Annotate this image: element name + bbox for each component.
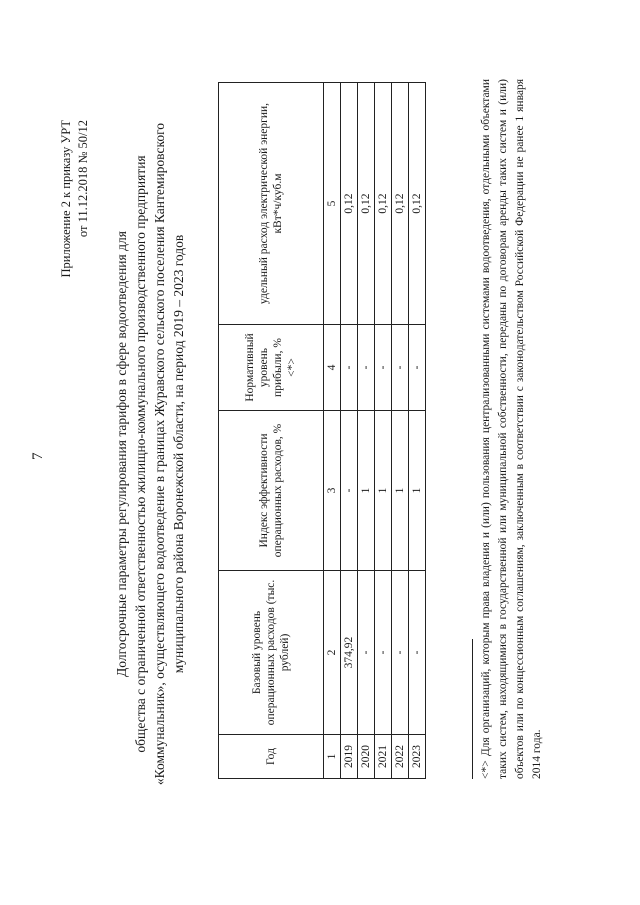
title-line-1: Долгосрочные параметры регулирования тарифов в сфере водоотведения для bbox=[114, 231, 129, 677]
header-energy-consumption: удельный расход электрической энергии, кВт*ч/куб.м bbox=[219, 83, 324, 325]
table-cell: - bbox=[358, 325, 375, 411]
table-cell: 2019 bbox=[341, 735, 358, 779]
table-cell: 1 bbox=[409, 411, 426, 571]
table-row bbox=[358, 83, 375, 779]
table-cell: 1 bbox=[375, 411, 392, 571]
table-cell: 1 bbox=[358, 411, 375, 571]
table-cell: - bbox=[341, 411, 358, 571]
table-header-row bbox=[219, 83, 324, 779]
table-cell: - bbox=[341, 325, 358, 411]
header-efficiency-index: Индекс эффективности операционных расходов, % bbox=[219, 411, 324, 571]
title-line-4: муниципального района Воронежской области, на период 2019 – 2023 годов bbox=[171, 234, 186, 674]
table-cell: 1 bbox=[392, 411, 409, 571]
header-profit-level: Нормативный уровень прибыли, % <*> bbox=[219, 325, 324, 411]
table-row bbox=[392, 83, 409, 779]
table-cell: 0,12 bbox=[375, 83, 392, 325]
table-cell: - bbox=[358, 571, 375, 735]
footnote-divider bbox=[472, 639, 473, 779]
table-row bbox=[375, 83, 392, 779]
table-cell: - bbox=[409, 571, 426, 735]
table-cell: 0,12 bbox=[341, 83, 358, 325]
table-cell: 2023 bbox=[409, 735, 426, 779]
table-row bbox=[341, 83, 358, 779]
header-year: Год bbox=[219, 735, 324, 779]
header-base-level: Базовый уровень операционных расходов (тыс. рублей) bbox=[219, 571, 324, 735]
table-row bbox=[409, 83, 426, 779]
table-cell: 2021 bbox=[375, 735, 392, 779]
table-cell: 2022 bbox=[392, 735, 409, 779]
column-number: 3 bbox=[324, 411, 341, 571]
appendix-line-1: Приложение 2 к приказу УРТ bbox=[59, 120, 73, 278]
document-title bbox=[112, 83, 188, 825]
table-cell: 374,92 bbox=[341, 571, 358, 735]
table-cell: - bbox=[392, 325, 409, 411]
appendix-reference bbox=[58, 120, 92, 278]
title-line-2: общества с ограниченной ответственностью жилищно-коммунального производственного предприятия bbox=[133, 155, 148, 753]
table-cell: 0,12 bbox=[392, 83, 409, 325]
table-cell: 0,12 bbox=[409, 83, 426, 325]
footnote: <*> Для организаций, которым права владения и (или) пользования централизованными системами водоотведения, отдельными объектами таких систем, находящимися в государственной или муниципальной собственности, переданы по договорам аренды таких систем и (или) объектов или по концессионным соглашениям, заключенным в соответствии с законодательством Российской Федерации не ранее 1 января 2014 года. bbox=[480, 79, 543, 779]
table-cell: - bbox=[392, 571, 409, 735]
parameters-table bbox=[218, 82, 426, 779]
table-cell: - bbox=[375, 571, 392, 735]
column-number-row bbox=[324, 83, 341, 779]
column-number: 4 bbox=[324, 325, 341, 411]
table-cell: - bbox=[409, 325, 426, 411]
appendix-line-2: от 11.12.2018 № 50/12 bbox=[76, 120, 90, 238]
table-cell: 2020 bbox=[358, 735, 375, 779]
page-number: 7 bbox=[30, 452, 46, 460]
column-number: 5 bbox=[324, 83, 341, 325]
title-line-3: «Коммунальник», осуществляющего водоотведение в границах Журавского сельского поселения Кантемировского bbox=[152, 122, 167, 786]
table-cell: - bbox=[375, 325, 392, 411]
column-number: 1 bbox=[324, 735, 341, 779]
table-cell: 0,12 bbox=[358, 83, 375, 325]
column-number: 2 bbox=[324, 571, 341, 735]
